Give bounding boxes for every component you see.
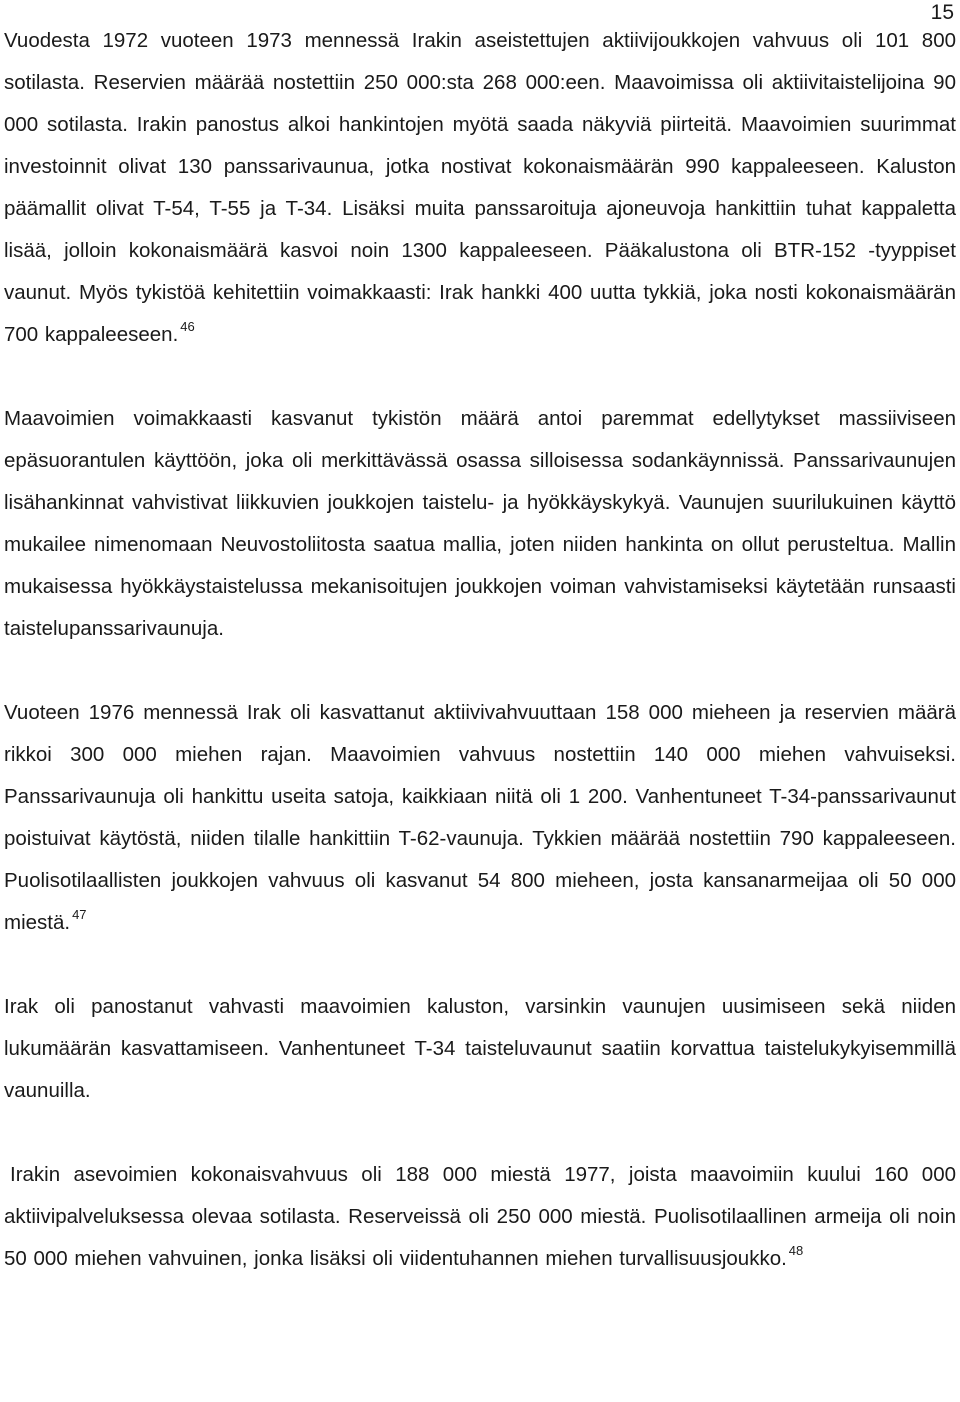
paragraph-text: Vuoteen 1976 mennessä Irak oli kasvattanut aktiivivahvuuttaan 158 000 mieheen ja reservien määrä rikkoi 300 000 miehen rajan. Maavoimien vahvuus nostettiin 140 000 miehen vahvuiseksi. Panssarivaunuja oli hankittu useita satoja, kaikkiaan niitä oli 1 200. Vanhentuneet T-34-panssarivaunut poistuivat käytöstä, niiden tilalle hankittiin T-62-vaunuja. Tykkien määrää nostettiin 790 kappaleeseen. Puolisotilaallisten joukkojen vahvuus oli kasvanut 54 800 mieheen, josta kansanarmeijaa oli 50 000 miestä.	[4, 701, 956, 934]
paragraph-text: Irak oli panostanut vahvasti maavoimien kaluston, varsinkin vaunujen uusimiseen sekä niiden lukumäärän kasvattamiseen. Vanhentuneet T-34 taisteluvaunut saatiin korvattua taistelukykyisemmillä vaunuilla.	[4, 995, 956, 1102]
paragraph-1972-1973	[4, 20, 956, 356]
document-body	[4, 20, 956, 1280]
page-number: 15	[930, 1, 954, 24]
paragraph-artillery	[4, 398, 956, 650]
paragraph-equipment	[4, 986, 956, 1112]
paragraph-1977	[4, 1154, 956, 1280]
paragraph-text: Maavoimien voimakkaasti kasvanut tykistön määrä antoi paremmat edellytykset massiiviseen epäsuorantulen käyttöön, joka oli merkittävässä osassa silloisessa sodankäynnissä. Panssarivaunujen lisähankinnat vahvistivat liikkuvien joukkojen taistelu- ja hyökkäyskykyä. Vaunujen suurilukuinen käyttö mukailee nimenomaan Neuvostoliitosta saatua mallia, joten niiden hankinta on ollut perusteltua. Mallin mukaisessa hyökkäystaistelussa mekanisoitujen joukkojen voiman vahvistamiseksi käytetään runsaasti taistelupanssarivaunuja.	[4, 407, 956, 640]
paragraph-1976	[4, 692, 956, 944]
paragraph-text: Irakin asevoimien kokonaisvahvuus oli 188 000 miestä 1977, joista maavoimiin kuului 160 000 aktiivipalveluksessa olevaa sotilasta. Reserveissä oli 250 000 miestä. Puolisotilaallinen armeija oli noin 50 000 miehen vahvuinen, jonka lisäksi oli viidentuhannen miehen turvallisuusjoukko.	[4, 1163, 956, 1270]
paragraph-text: Vuodesta 1972 vuoteen 1973 mennessä Irakin aseistettujen aktiivijoukkojen vahvuus oli 101 800 sotilasta. Reservien määrää nostettiin 250 000:sta 268 000:een. Maavoimissa oli aktiivitaistelijoina 90 000 sotilasta. Irakin panostus alkoi hankintojen myötä saada näkyviä piirteitä. Maavoimien suurimmat investoinnit olivat 130 panssarivaunua, jotka nostivat kokonaismäärän 990 kappaleeseen. Kaluston päämallit olivat T-54, T-55 ja T-34. Lisäksi muita panssaroituja ajoneuvoja hankittiin tuhat kappaletta lisää, jolloin kokonaismäärä kasvoi noin 1300 kappaleeseen. Pääkalustona oli BTR-152 -tyyppiset vaunut. Myös tykistöä kehitettiin voimakkaasti: Irak hankki 400 uutta tykkiä, joka nosti kokonaismäärän 700 kappaleeseen.	[4, 29, 956, 346]
footnote-ref[interactable]: 48	[788, 1243, 804, 1259]
footnote-ref[interactable]: 46	[180, 319, 195, 335]
footnote-ref[interactable]: 47	[72, 907, 87, 923]
